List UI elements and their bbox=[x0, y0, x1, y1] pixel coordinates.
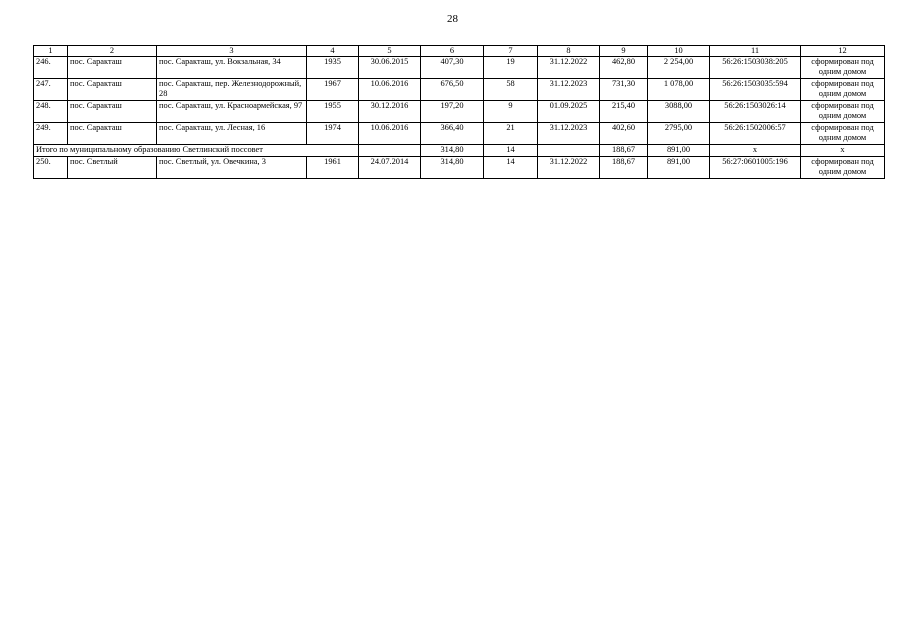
status-cell: сформирован под одним домом bbox=[801, 57, 885, 79]
cost-cell: 3088,00 bbox=[648, 101, 710, 123]
settlement-cell: пос. Саракташ bbox=[68, 123, 157, 145]
deadline-cell: 01.09.2025 bbox=[538, 101, 600, 123]
address-cell: пос. Саракташ, ул. Лесная, 16 bbox=[157, 123, 307, 145]
deadline-cell: 31.12.2022 bbox=[538, 57, 600, 79]
column-header: 2 bbox=[68, 46, 157, 57]
date-cell: 10.06.2016 bbox=[359, 123, 421, 145]
cost-cell: 2795,00 bbox=[648, 123, 710, 145]
address-cell: пос. Саракташ, ул. Красноармейская, 97 bbox=[157, 101, 307, 123]
cost-cell: 2 254,00 bbox=[648, 57, 710, 79]
subtotal-row bbox=[34, 145, 885, 157]
area2-cell: 731,30 bbox=[600, 79, 648, 101]
subtotal-label: Итого по муниципальному образованию Светлинский поссовет bbox=[34, 145, 359, 157]
empty-cell bbox=[359, 145, 421, 157]
column-header: 8 bbox=[538, 46, 600, 57]
year-cell: 1955 bbox=[307, 101, 359, 123]
subtotal-cost: 891,00 bbox=[648, 145, 710, 157]
column-header: 10 bbox=[648, 46, 710, 57]
date-cell: 30.12.2016 bbox=[359, 101, 421, 123]
area-cell: 407,30 bbox=[421, 57, 484, 79]
area2-cell: 462,80 bbox=[600, 57, 648, 79]
settlement-cell: пос. Саракташ bbox=[68, 101, 157, 123]
row-number: 250. bbox=[34, 157, 68, 179]
column-header: 12 bbox=[801, 46, 885, 57]
area2-cell: 402,60 bbox=[600, 123, 648, 145]
residents-cell: 21 bbox=[484, 123, 538, 145]
year-cell: 1974 bbox=[307, 123, 359, 145]
address-cell: пос. Саракташ, ул. Вокзальная, 34 bbox=[157, 57, 307, 79]
deadline-cell: 31.12.2023 bbox=[538, 123, 600, 145]
table-row bbox=[34, 157, 885, 179]
residents-cell: 19 bbox=[484, 57, 538, 79]
year-cell: 1935 bbox=[307, 57, 359, 79]
status-cell: сформирован под одним домом bbox=[801, 157, 885, 179]
cost-cell: 1 078,00 bbox=[648, 79, 710, 101]
area2-cell: 188,67 bbox=[600, 157, 648, 179]
year-cell: 1967 bbox=[307, 79, 359, 101]
subtotal-area2: 188,67 bbox=[600, 145, 648, 157]
residents-cell: 9 bbox=[484, 101, 538, 123]
column-header: 9 bbox=[600, 46, 648, 57]
column-header: 3 bbox=[157, 46, 307, 57]
housing-registry-table bbox=[33, 45, 885, 179]
row-number: 248. bbox=[34, 101, 68, 123]
status-cell: сформирован под одним домом bbox=[801, 79, 885, 101]
deadline-cell: 31.12.2023 bbox=[538, 79, 600, 101]
subtotal-status: x bbox=[801, 145, 885, 157]
area2-cell: 215,40 bbox=[600, 101, 648, 123]
row-number: 247. bbox=[34, 79, 68, 101]
residents-cell: 14 bbox=[484, 157, 538, 179]
row-number: 249. bbox=[34, 123, 68, 145]
table-row bbox=[34, 123, 885, 145]
subtotal-cadastral: x bbox=[710, 145, 801, 157]
cadastral-cell: 56:26:1503035:594 bbox=[710, 79, 801, 101]
status-cell: сформирован под одним домом bbox=[801, 123, 885, 145]
area-cell: 197,20 bbox=[421, 101, 484, 123]
column-header: 6 bbox=[421, 46, 484, 57]
table-row bbox=[34, 57, 885, 79]
cadastral-cell: 56:26:1503038:205 bbox=[710, 57, 801, 79]
date-cell: 30.06.2015 bbox=[359, 57, 421, 79]
cost-cell: 891,00 bbox=[648, 157, 710, 179]
residents-cell: 58 bbox=[484, 79, 538, 101]
address-cell: пос. Светлый, ул. Овечкина, 3 bbox=[157, 157, 307, 179]
status-cell: сформирован под одним домом bbox=[801, 101, 885, 123]
table-row bbox=[34, 79, 885, 101]
settlement-cell: пос. Светлый bbox=[68, 157, 157, 179]
column-header: 4 bbox=[307, 46, 359, 57]
empty-cell bbox=[538, 145, 600, 157]
cadastral-cell: 56:26:1503026:14 bbox=[710, 101, 801, 123]
cadastral-cell: 56:27:0601005:196 bbox=[710, 157, 801, 179]
settlement-cell: пос. Саракташ bbox=[68, 57, 157, 79]
column-header: 7 bbox=[484, 46, 538, 57]
column-header: 11 bbox=[710, 46, 801, 57]
table-row bbox=[34, 101, 885, 123]
column-header: 1 bbox=[34, 46, 68, 57]
column-header: 5 bbox=[359, 46, 421, 57]
subtotal-residents: 14 bbox=[484, 145, 538, 157]
date-cell: 10.06.2016 bbox=[359, 79, 421, 101]
row-number: 246. bbox=[34, 57, 68, 79]
date-cell: 24.07.2014 bbox=[359, 157, 421, 179]
column-number-header-row bbox=[34, 46, 885, 57]
cadastral-cell: 56:26:1502006:57 bbox=[710, 123, 801, 145]
area-cell: 366,40 bbox=[421, 123, 484, 145]
area-cell: 314,80 bbox=[421, 157, 484, 179]
address-cell: пос. Саракташ, пер. Железнодорожный, 28 bbox=[157, 79, 307, 101]
deadline-cell: 31.12.2022 bbox=[538, 157, 600, 179]
settlement-cell: пос. Саракташ bbox=[68, 79, 157, 101]
year-cell: 1961 bbox=[307, 157, 359, 179]
subtotal-area: 314,80 bbox=[421, 145, 484, 157]
page-number: 28 bbox=[447, 13, 458, 25]
area-cell: 676,50 bbox=[421, 79, 484, 101]
